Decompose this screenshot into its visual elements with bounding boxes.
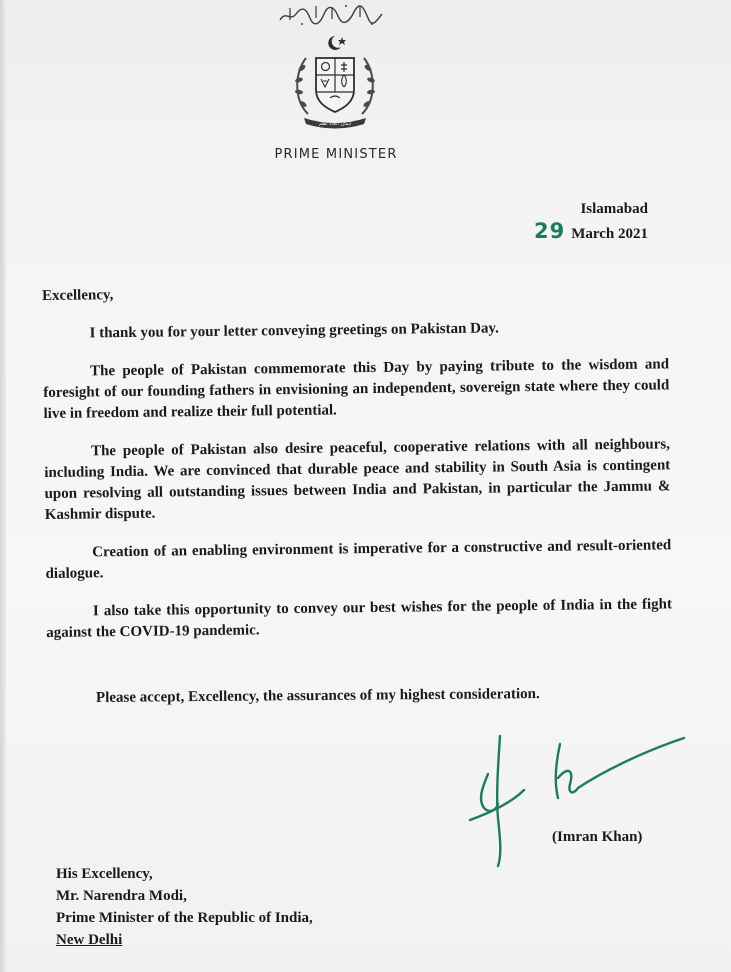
address-line: Mr. Narendra Modi, [56,888,187,904]
state-emblem-icon [290,34,380,130]
bismillah-calligraphy [276,2,386,28]
salutation: Excellency, [42,287,114,304]
paragraph: Creation of an enabling environment is imperative for a constructive and result-oriented dialogue. [45,537,672,582]
paragraph: The people of Pakistan commemorate this Day by paying tribute to the wisdom and foresight of our founding fathers in envisioning an independent, sovereign state where they could live in freedom and realize their full potential. [43,356,670,422]
paragraph: I thank you for your letter conveying greetings on Pakistan Day. [89,320,499,342]
paragraph: I also take this opportunity to convey our best wishes for the people of India in the fight against the COVID-19 pandemic. [46,596,673,641]
address-line: Prime Minister of the Republic of India, [56,910,313,926]
date-line [534,220,648,245]
letter-body [42,278,673,661]
paragraph: The people of Pakistan also desire peaceful, cooperative relations with all neighbours, including India. We are convinced that durable peace and stability in South Asia is contingent upon resolving all outstanding issues between India and Pakistan, in particular the Jammu & Kashmir dispute. [44,436,671,523]
handwritten-signature [462,716,692,872]
closing-line: Please accept, Excellency, the assurances of my highest consideration. [95,686,540,706]
office-title: PRIME MINISTER [274,147,398,162]
address-line: His Excellency, [56,866,153,882]
address-city: New Delhi [56,932,123,948]
emblem-motto: ایمان اتحاد نظم [318,121,352,127]
place-text: Islamabad [580,201,648,217]
month-year: March 2021 [571,226,648,242]
place-date-block [534,198,648,245]
paper-edge [0,0,6,972]
handwritten-day: 29 [533,219,566,243]
signatory-name: (Imran Khan) [552,829,643,845]
recipient-address [56,863,313,951]
